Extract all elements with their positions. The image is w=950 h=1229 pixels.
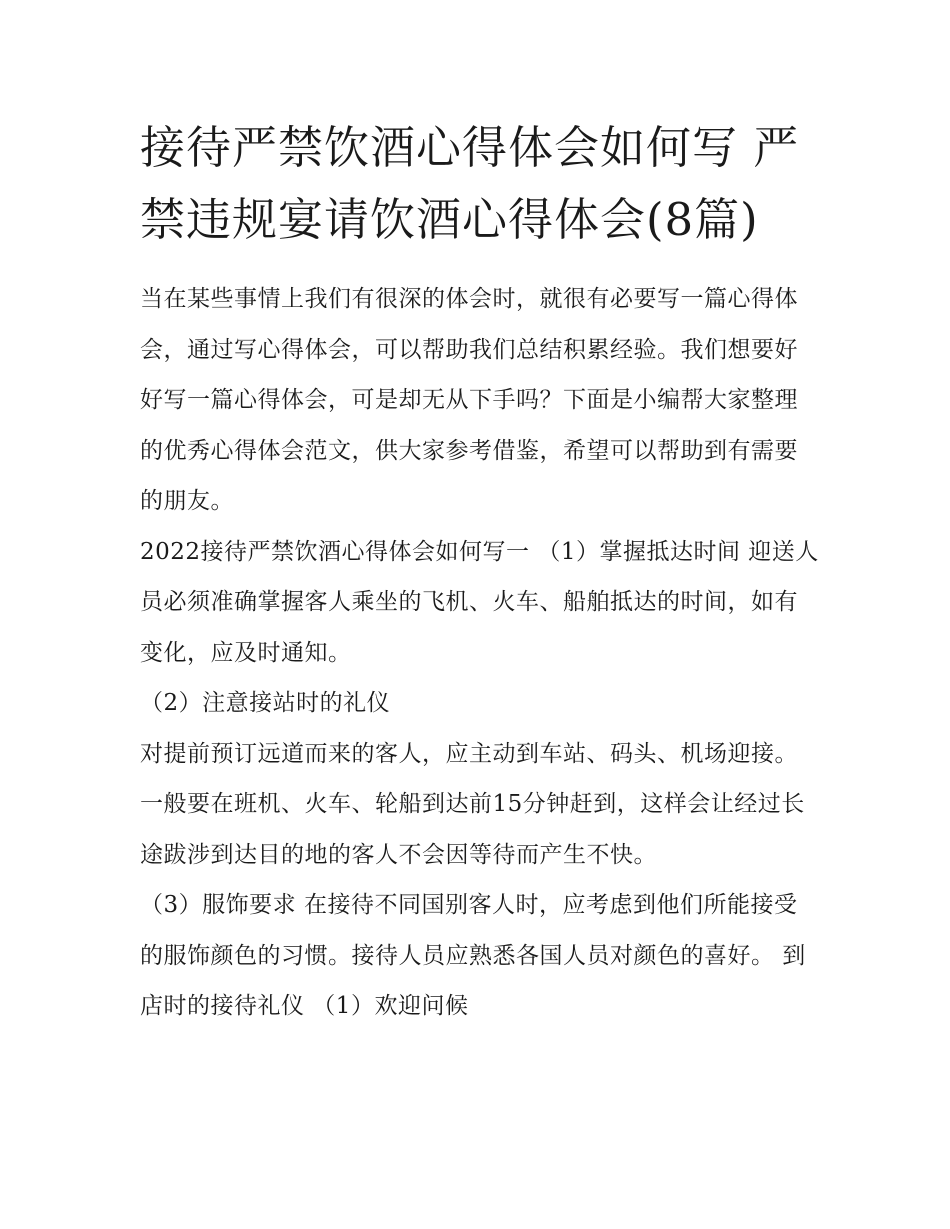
- document-page: [140, 112, 820, 1032]
- paragraph-intro: 当在某些事情上我们有很深的体会时，就很有必要写一篇心得体会，通过写心得体会，可以帮助我们总结积累经验。我们想要好好写一篇心得体会，可是却无从下手吗？下面是小编帮大家整理的优秀心得体会范文，供大家参考借鉴，希望可以帮助到有需要的朋友。: [140, 286, 798, 514]
- paragraph-dress-requirements: （3）服饰要求 在接待不同国别客人时，应考虑到他们所能接受的服饰颜色的习惯。接待人员应熟悉各国人员对颜色的喜好。 到店时的接待礼仪 （1）欢迎问候: [140, 892, 806, 1019]
- document-title: 接待严禁饮酒心得体会如何写 严禁违规宴请饮酒心得体会(8篇): [140, 121, 800, 246]
- paragraph-station-etiquette: 对提前预订远道而来的客人，应主动到车站、码头、机场迎接。一般要在班机、火车、轮船到达前15分钟赶到，这样会让经过长途跋涉到达目的地的客人不会因等待而产生不快。: [140, 740, 805, 868]
- paragraph-station-etiquette-heading: （2）注意接站时的礼仪: [140, 690, 391, 716]
- paragraph-arrival-time: 2022接待严禁饮酒心得体会如何写一 （1）掌握抵达时间 迎送人员必须准确掌握客人乘坐的飞机、火车、船舶抵达的时间，如有变化，应及时通知。: [140, 538, 819, 666]
